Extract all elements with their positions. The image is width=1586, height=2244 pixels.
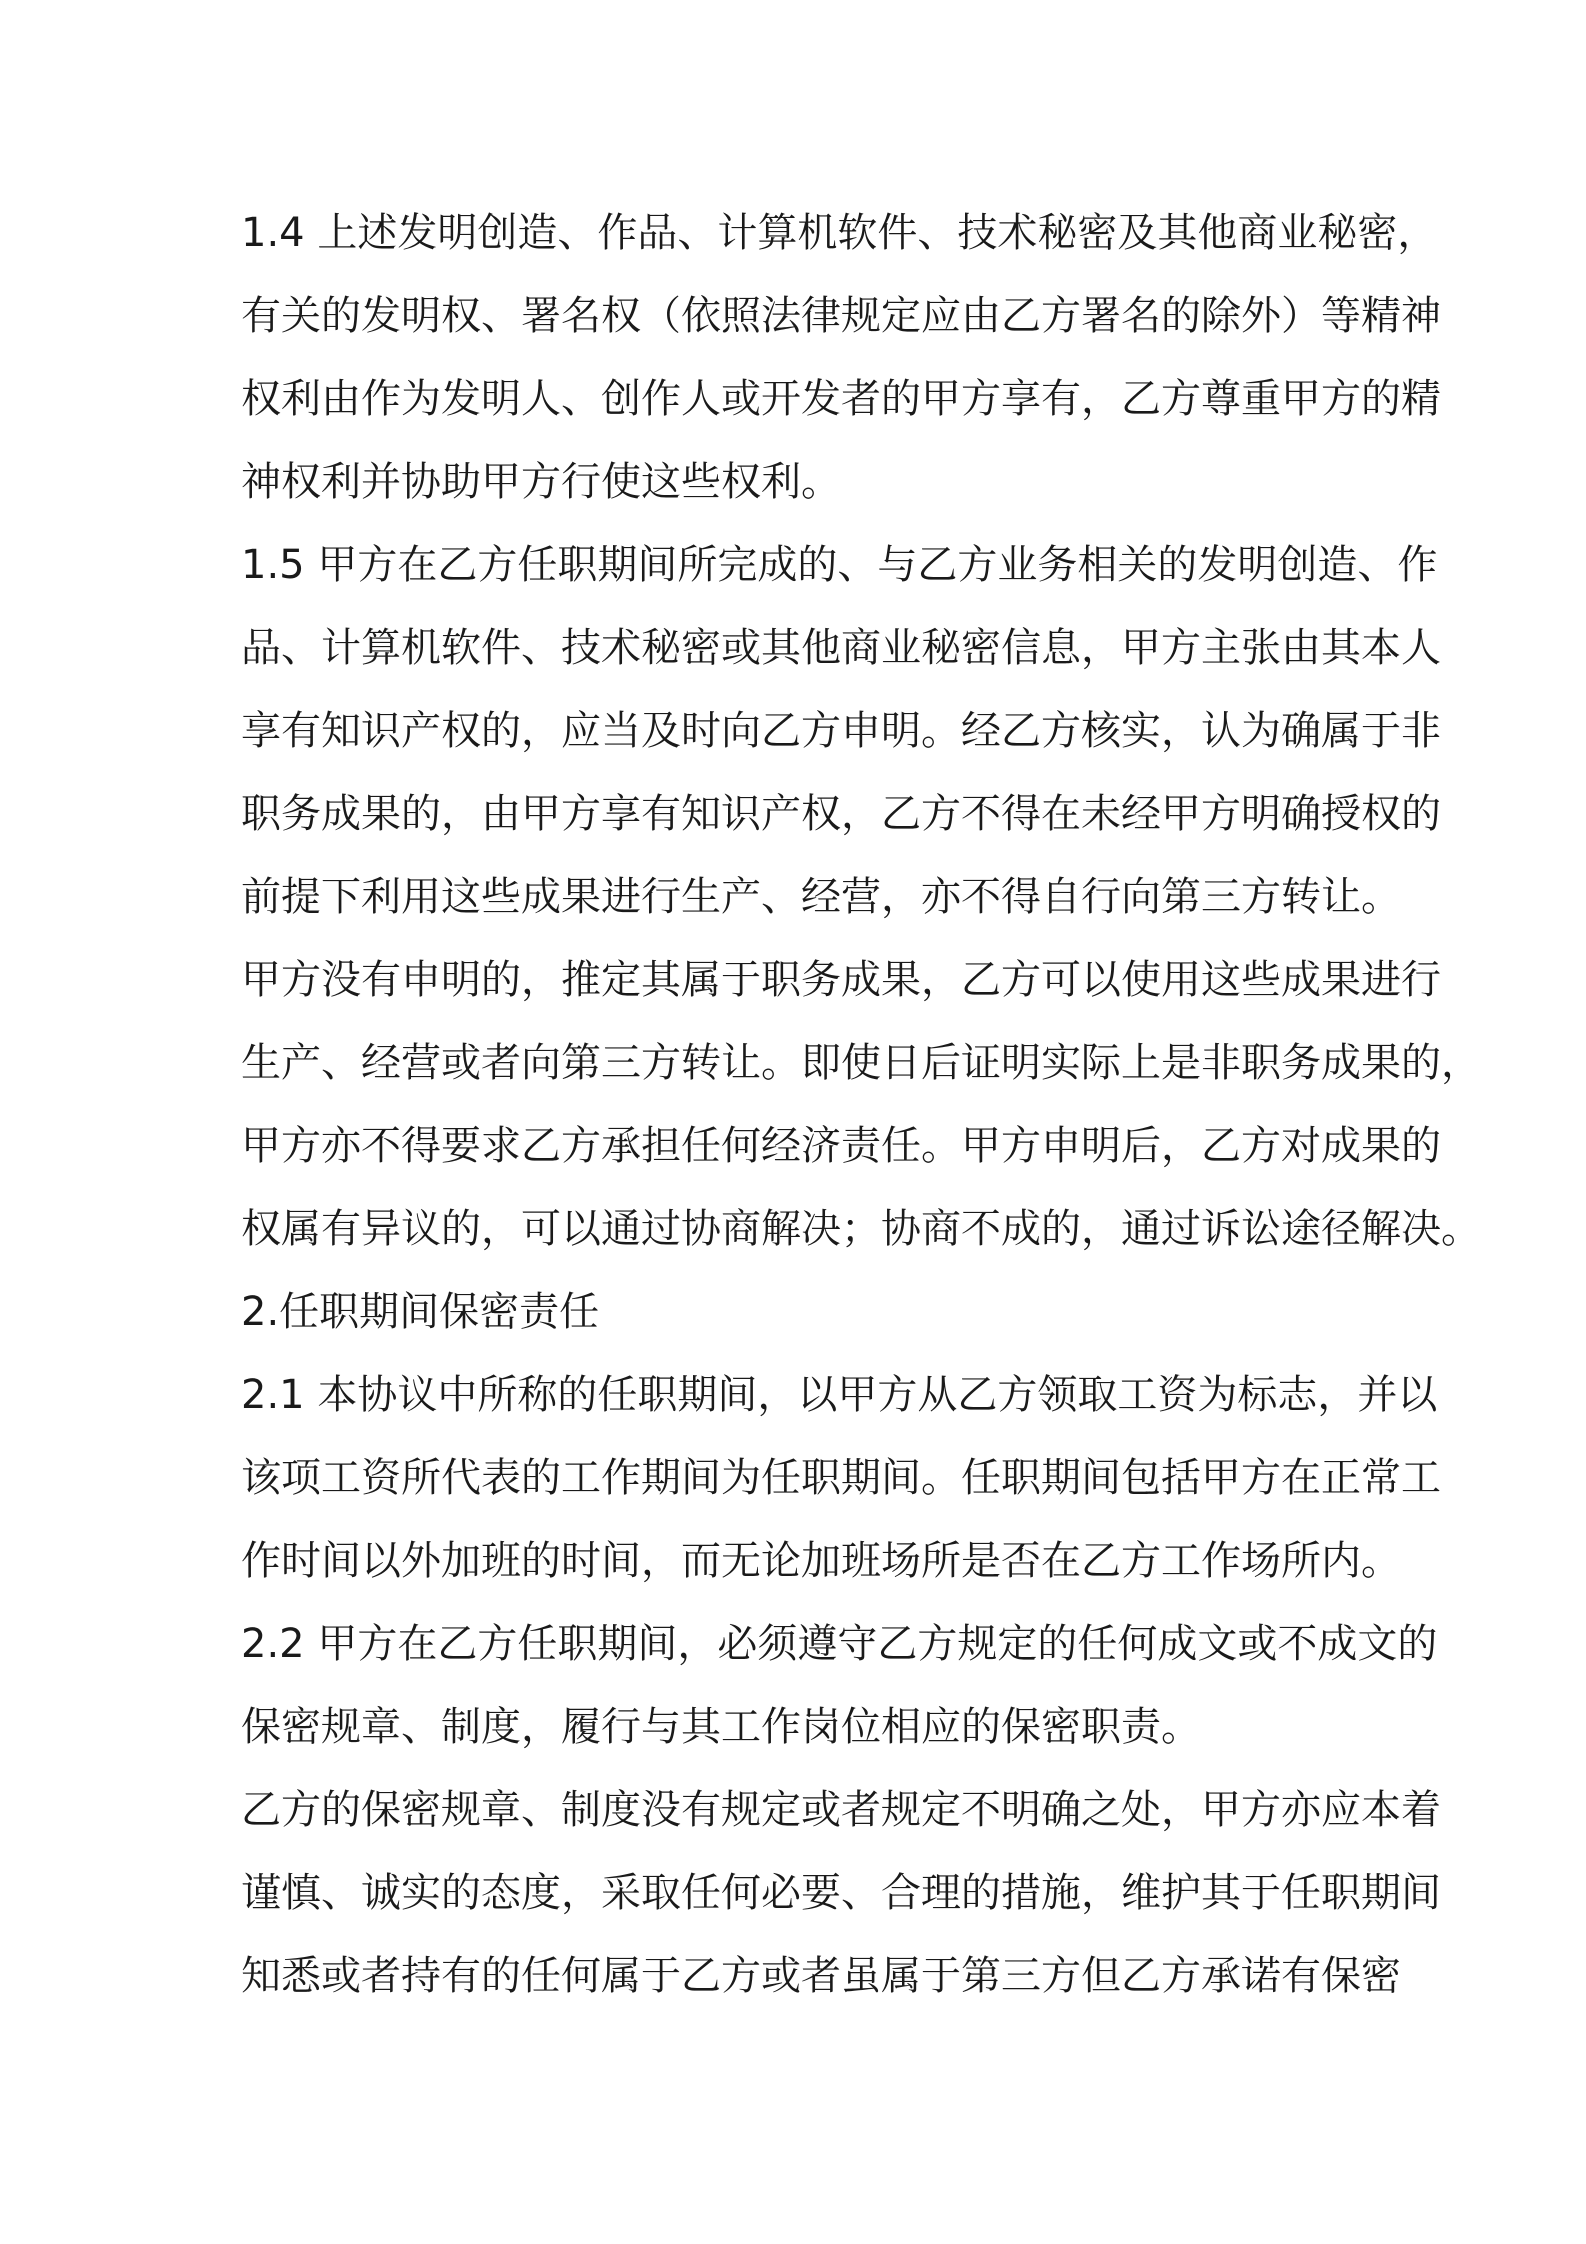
text-line-1-5-e: 前提下利用这些成果进行生产、经营，亦不得自行向第三方转让。: [241, 874, 1401, 920]
text-line-1-5-a: 1.5 甲方在乙方任职期间所完成的、与乙方业务相关的发明创造、作: [241, 542, 1438, 588]
text-line-1-5-h: 甲方亦不得要求乙方承担任何经济责任。甲方申明后，乙方对成果的: [241, 1123, 1441, 1169]
text-line-1-5-g: 生产、经营或者向第三方转让。即使日后证明实际上是非职务成果的，: [241, 1040, 1481, 1086]
text-line-2-2-e: 知悉或者持有的任何属于乙方或者虽属于第三方但乙方承诺有保密: [241, 1953, 1401, 1999]
text-line-2-2-b: 保密规章、制度，履行与其工作岗位相应的保密职责。: [241, 1704, 1201, 1750]
text-line-2-2-d: 谨慎、诚实的态度，采取任何必要、合理的措施，维护其于任职期间: [241, 1870, 1441, 1916]
section-heading-2: 2.任职期间保密责任: [241, 1289, 600, 1335]
text-line-1-5-f: 甲方没有申明的，推定其属于职务成果，乙方可以使用这些成果进行: [241, 957, 1441, 1003]
text-line-1-4-c: 权利由作为发明人、创作人或开发者的甲方享有，乙方尊重甲方的精: [241, 376, 1441, 422]
text-line-1-5-c: 享有知识产权的，应当及时向乙方申明。经乙方核实，认为确属于非: [241, 708, 1441, 754]
text-line-2-2-c: 乙方的保密规章、制度没有规定或者规定不明确之处，甲方亦应本着: [241, 1787, 1441, 1833]
text-line-1-4-b: 有关的发明权、署名权（依照法律规定应由乙方署名的除外）等精神: [241, 293, 1441, 339]
text-line-1-5-d: 职务成果的，由甲方享有知识产权，乙方不得在未经甲方明确授权的: [241, 791, 1441, 837]
contract-text-body: [241, 192, 1481, 2018]
text-line-2-1-c: 作时间以外加班的时间，而无论加班场所是否在乙方工作场所内。: [241, 1538, 1401, 1584]
text-line-2-2-a: 2.2 甲方在乙方任职期间，必须遵守乙方规定的任何成文或不成文的: [241, 1621, 1438, 1667]
text-line-2-1-b: 该项工资所代表的工作期间为任职期间。任职期间包括甲方在正常工: [241, 1455, 1441, 1501]
text-line-1-5-b: 品、计算机软件、技术秘密或其他商业秘密信息，甲方主张由其本人: [241, 625, 1441, 671]
text-line-1-4-d: 神权利并协助甲方行使这些权利。: [241, 459, 841, 505]
text-line-2-1-a: 2.1 本协议中所称的任职期间，以甲方从乙方领取工资为标志，并以: [241, 1372, 1438, 1418]
text-line-1-5-i: 权属有异议的，可以通过协商解决；协商不成的，通过诉讼途径解决。: [241, 1206, 1481, 1252]
text-line-1-4-a: 1.4 上述发明创造、作品、计算机软件、技术秘密及其他商业秘密，: [241, 210, 1438, 256]
